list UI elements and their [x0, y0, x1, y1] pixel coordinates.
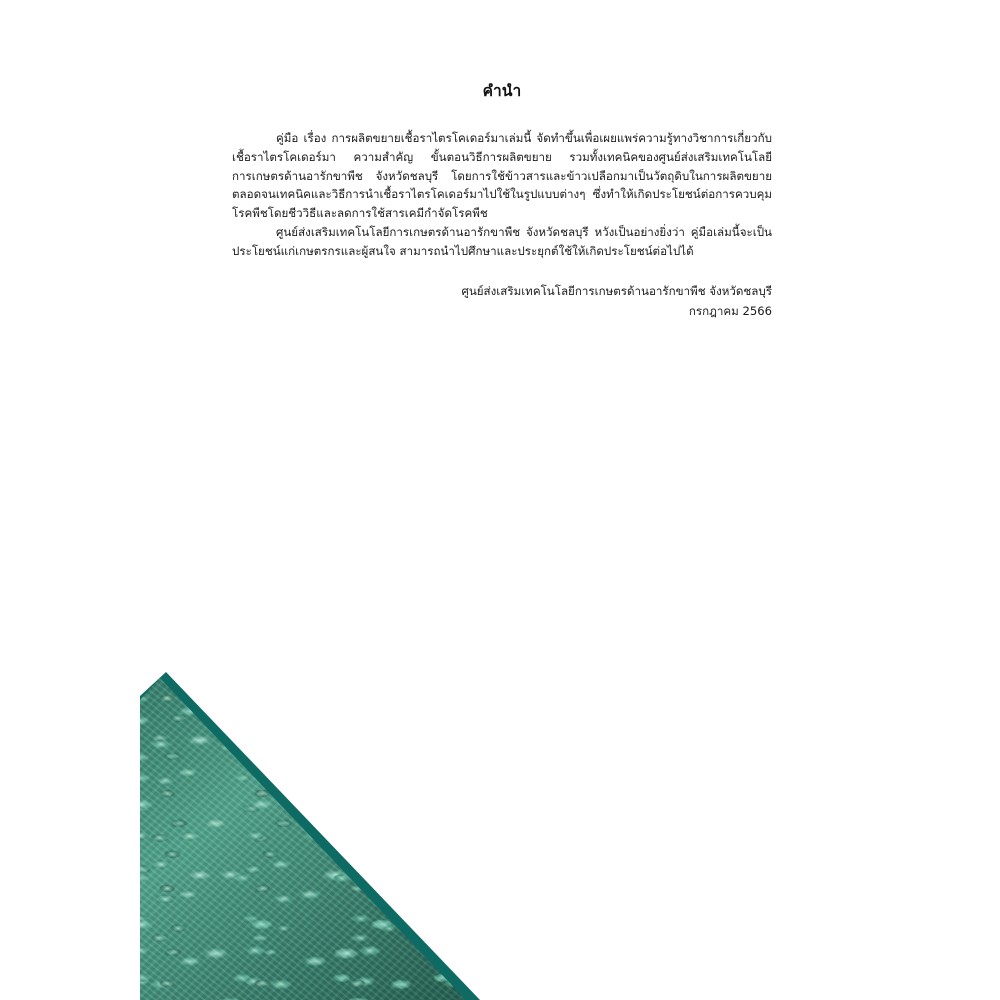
- page-title: คำนำ: [482, 82, 522, 100]
- photo-texture-overlay: [0, 670, 480, 1000]
- paragraph-1: คู่มือ เรื่อง การผลิตขยายเชื้อราไตรโคเดอร์มาเล่มนี้ จัดทำขึ้นเพื่อเผยแพร่ความรู้ทางวิชาการเกี่ยวกับเชื้อราไตรโคเดอร์มา ความสำคัญ ขั้นตอนวิธีการผลิตขยาย รวมทั้งเทคนิคของศูนย์ส่งเสริมเทคโนโลยีการเกษตรด้านอารักขาพืช จังหวัดชลบุรี โดยการใช้ข้าวสารและข้าวเปลือกมาเป็นวัตถุดิบในการผลิตขยาย ตลอดจนเทคนิคและวิธีการนำเชื้อราไตรโคเดอร์มาไปใช้ในรูปแบบต่างๆ ซึ่งทำให้เกิดประโยชน์ต่อการควบคุมโรคพืชโดยชีววิธีและลดการใช้สารเคมีกำจัดโรคพืช: [232, 131, 772, 221]
- wedge-accent-border: [0, 670, 480, 1000]
- paragraph-2: ศูนย์ส่งเสริมเทคโนโลยีการเกษตรด้านอารักขาพืช จังหวัดชลบุรี หวังเป็นอย่างยิ่งว่า คู่มือเล่มนี้จะเป็นประโยชน์แก่เกษตรกรและผู้สนใจ สามารถนำไปศึกษาและประยุกต์ใช้ให้เกิดประโยชน์ต่อไปได้: [232, 224, 772, 258]
- signature-date: กรกฎาคม 2566: [688, 303, 772, 318]
- trichoderma-rice-photo: [0, 670, 480, 1000]
- preface-content: [232, 78, 772, 321]
- signature-organization: ศูนย์ส่งเสริมเทคโนโลยีการเกษตรด้านอารักขาพืช จังหวัดชลบุรี: [461, 284, 772, 299]
- decorative-photo-wedge: [0, 670, 480, 1000]
- signature-block: [232, 282, 772, 320]
